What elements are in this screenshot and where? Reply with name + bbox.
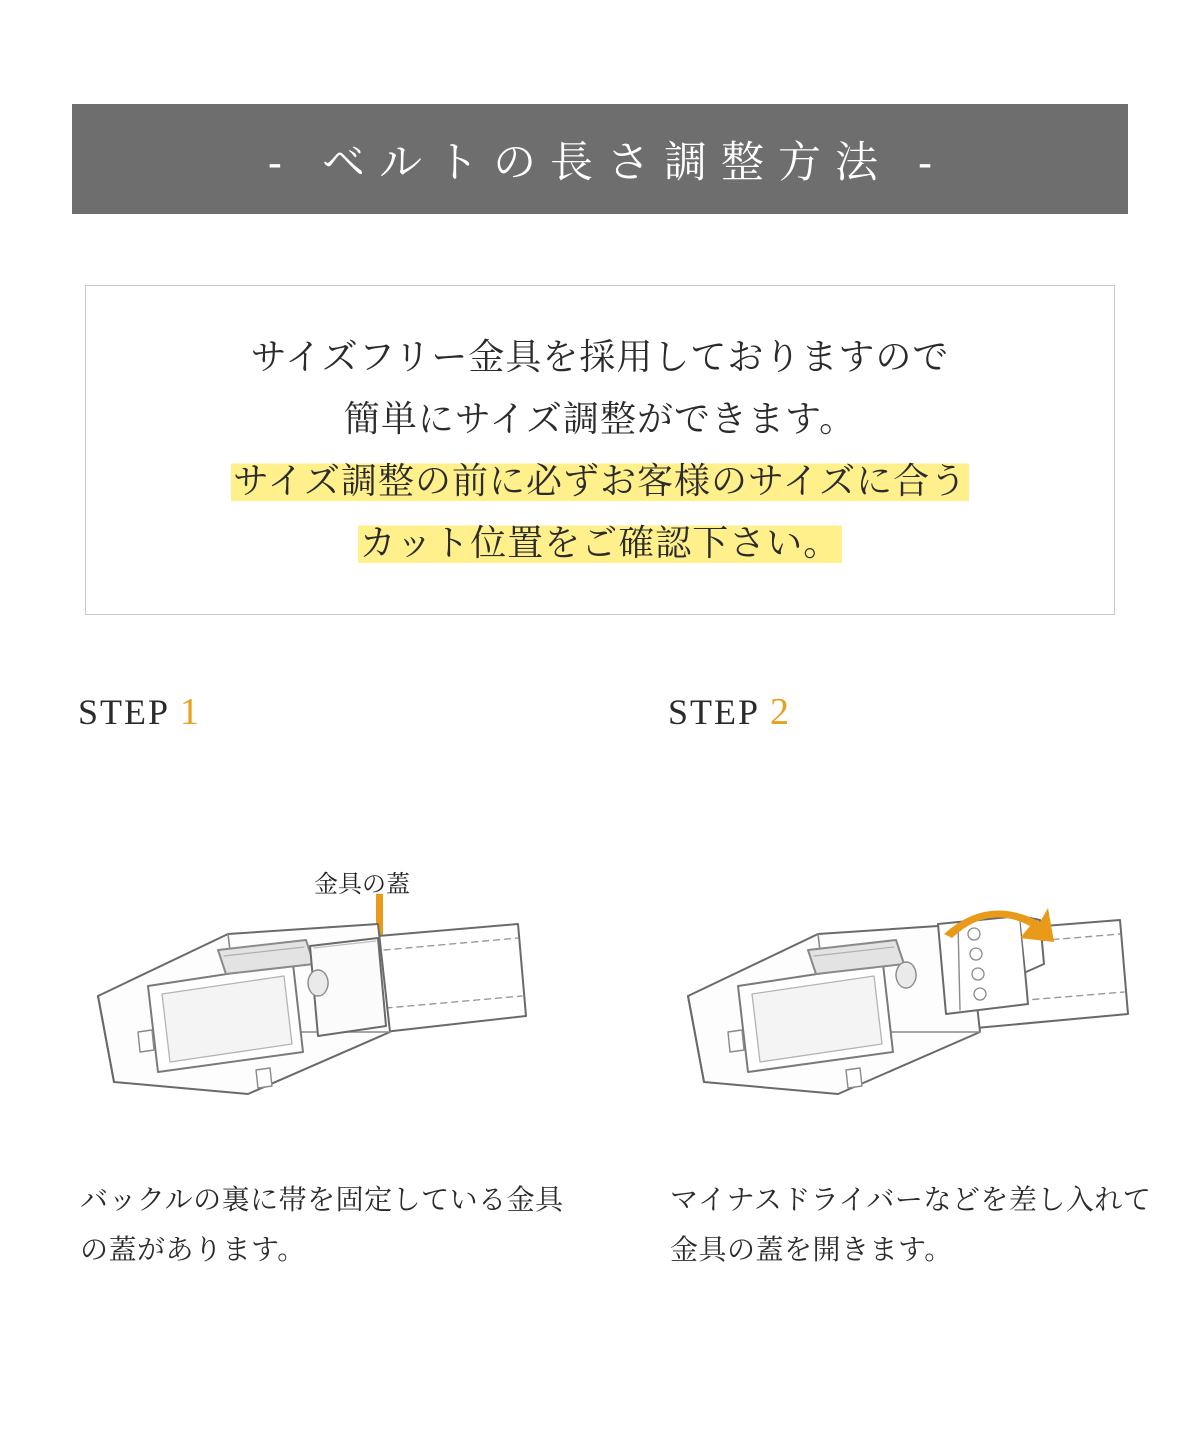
step-2: [668, 690, 1188, 1184]
notice-box: [85, 285, 1115, 615]
step-1-illustration: [78, 764, 598, 1184]
page-title: - ベルトの長さ調整方法 -: [267, 138, 947, 187]
step-2-number: 2: [770, 691, 792, 733]
step-2-label-text: STEP: [668, 692, 761, 732]
step-1-number: 1: [180, 691, 202, 733]
step-1-label-text: STEP: [78, 692, 171, 732]
step-1: [78, 690, 598, 1184]
step-1-caption: バックルの裏に帯を固定している金具の蓋があります。: [80, 1184, 564, 1265]
notice-line-highlighted: [358, 512, 843, 574]
buckle-diagram-step-1: [78, 764, 598, 1184]
notice-line-highlighted: [231, 450, 969, 512]
notice-line-text: サイズ調整の前に必ずお客様のサイズに合う: [232, 460, 968, 501]
metal-cover: [308, 938, 386, 1036]
belt-strap: [378, 924, 526, 1032]
buckle-body: [688, 924, 980, 1094]
page-title-banner: [72, 104, 1128, 214]
step-2-label: [668, 690, 1188, 734]
buckle-diagram-step-2: [668, 764, 1188, 1184]
step-1-callout-label: 金具の蓋: [314, 871, 410, 898]
step-1-label: [78, 690, 598, 734]
notice-line-text: 簡単にサイズ調整ができます。: [343, 398, 857, 439]
step-2-illustration: [668, 764, 1188, 1184]
notice-line: [251, 326, 950, 388]
notice-line-text: サイズフリー金具を採用しておりますので: [250, 336, 950, 377]
notice-line-text: カット位置をご確認下さい。: [359, 522, 841, 563]
notice-line: [344, 388, 856, 450]
step-2-caption: マイナスドライバーなどを差し入れて金具の蓋を開きます。: [670, 1184, 1152, 1265]
